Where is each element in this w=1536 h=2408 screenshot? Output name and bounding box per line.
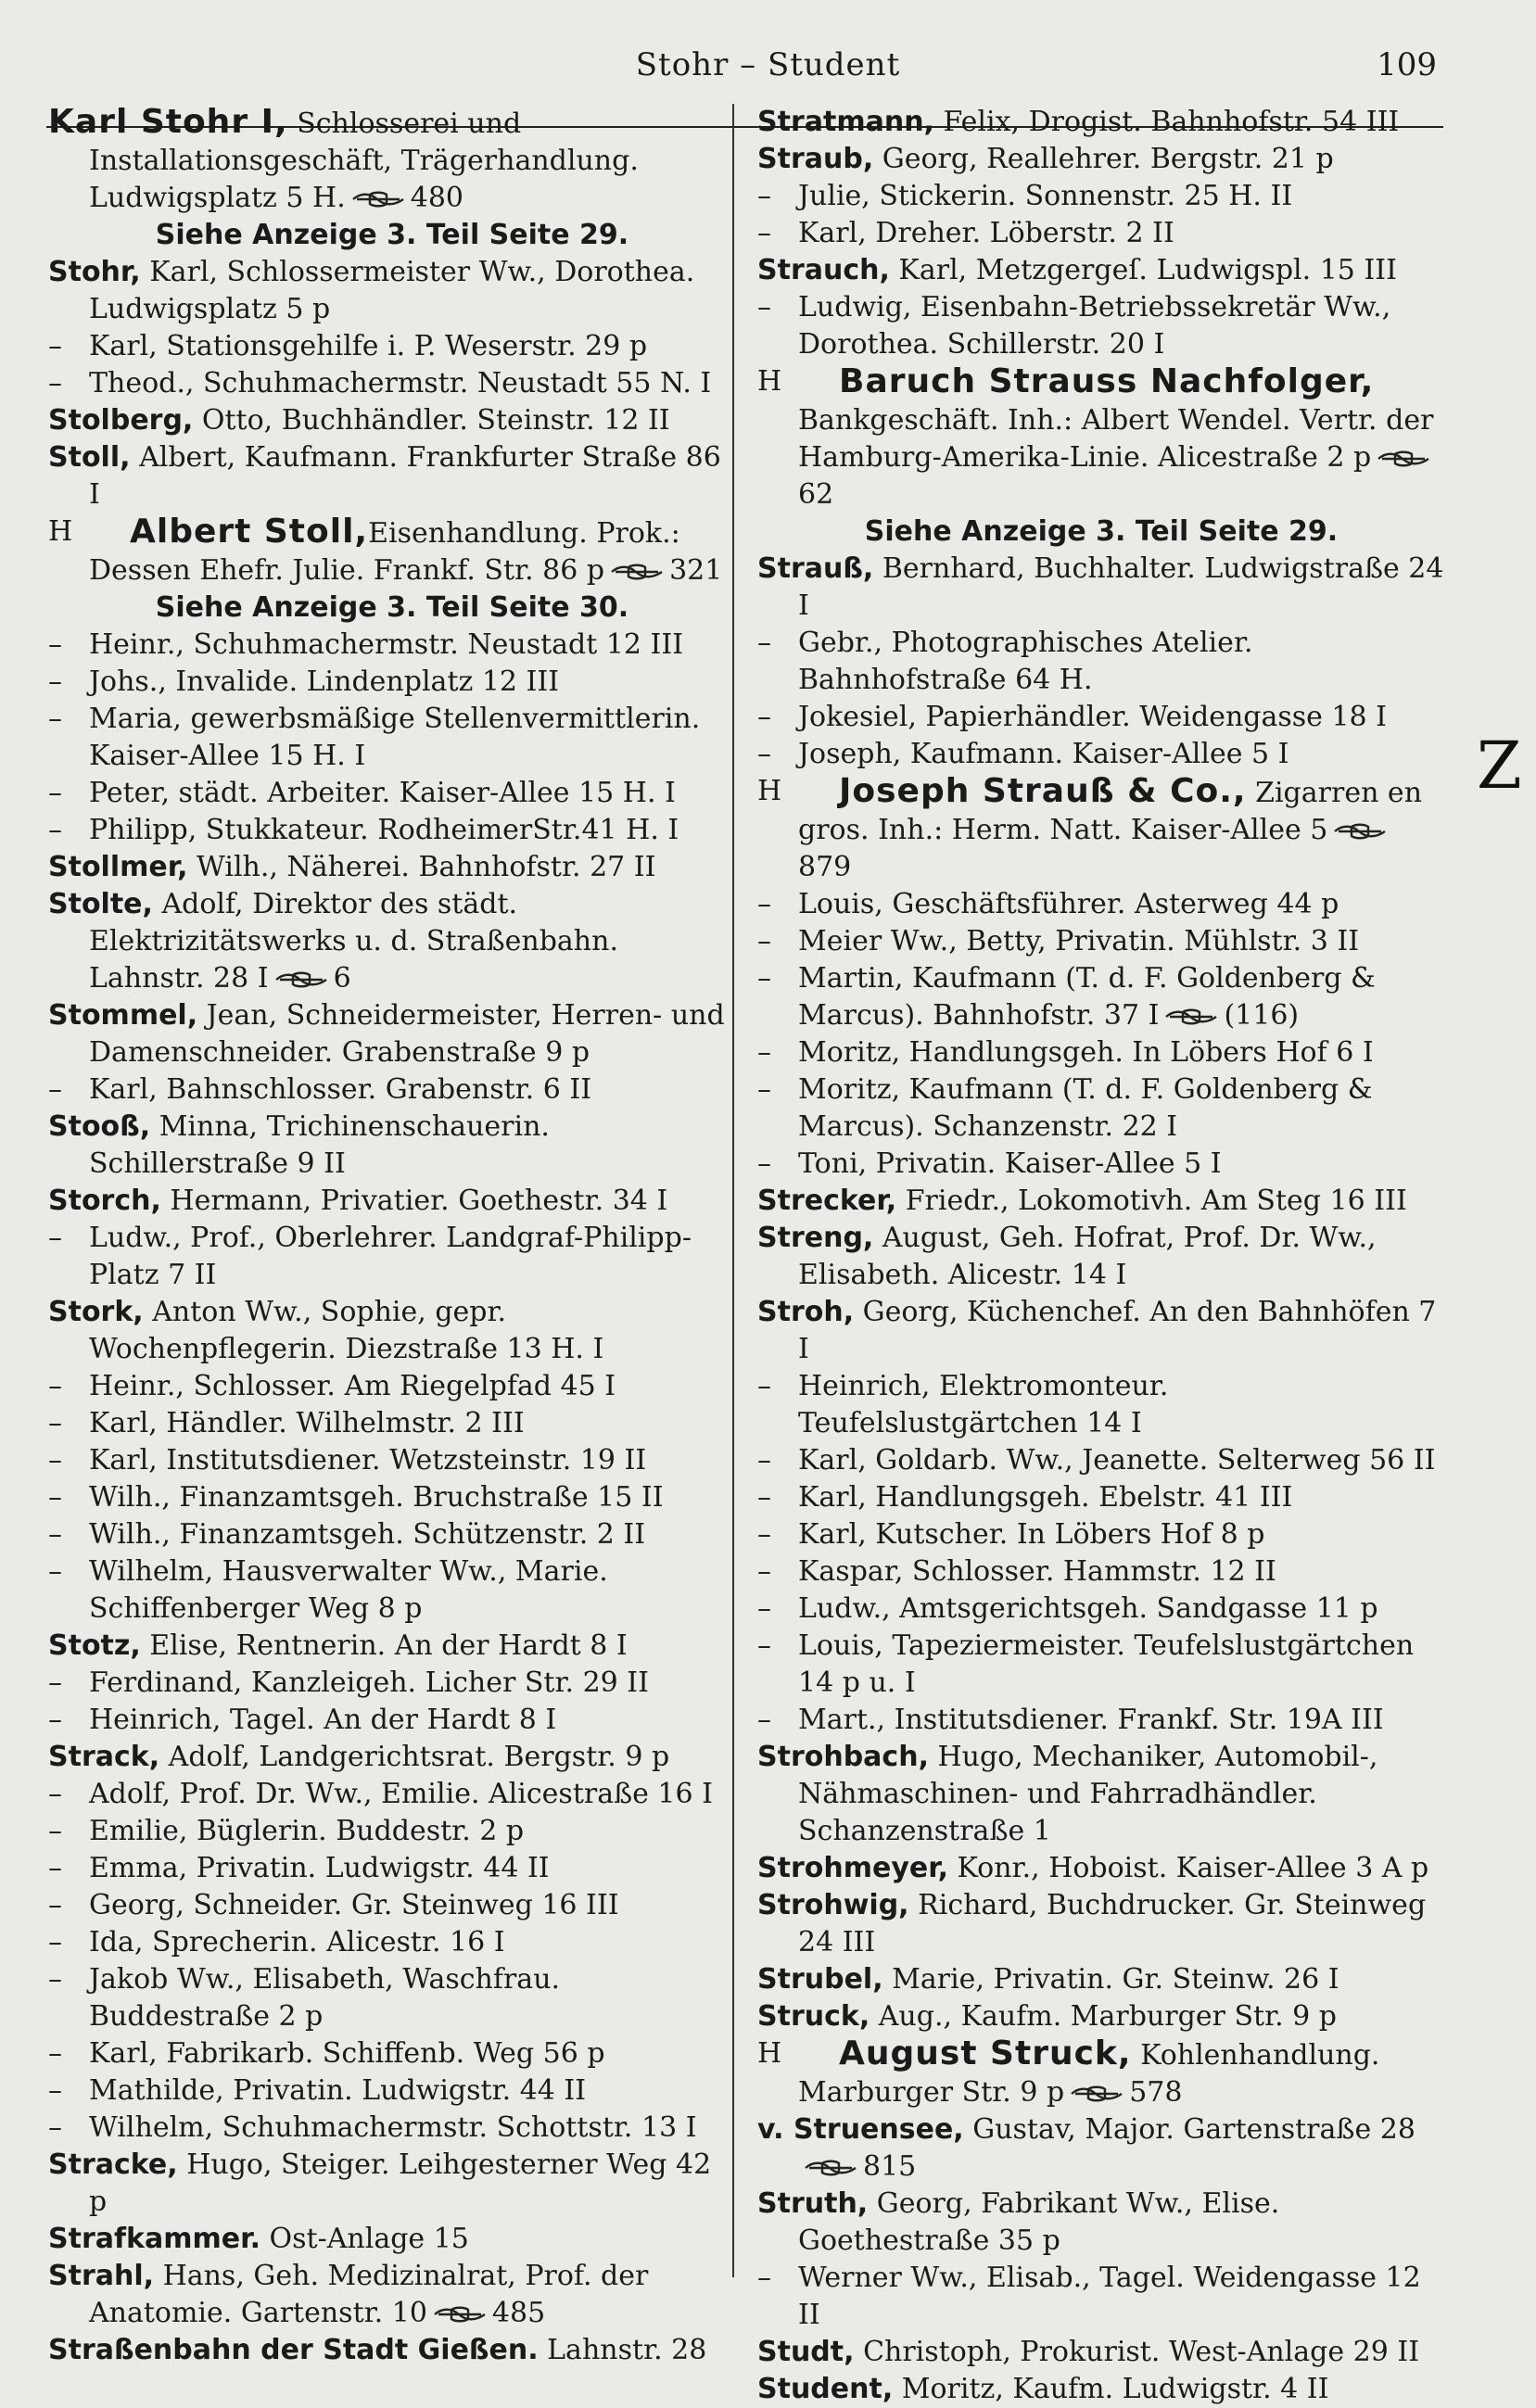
repeat-dash: – [757,291,771,323]
entry-text: Karl, Schlossermeister Ww., Dorothea. Ludwigsplatz 5 p [89,256,695,325]
entry-name: Straub, [757,143,874,175]
sub-entry [48,328,736,365]
repeat-dash: – [757,925,771,957]
entry-text: Kaspar, Schlosser. Hammstr. 12 II [798,1555,1276,1588]
phone-number: 815 [863,2150,917,2183]
entry-text: Moritz, Handlungsgeh. In Löbers Hof 6 I [798,1036,1374,1069]
entry-text: Friedr., Lokomotivh. Am Steg 16 III [896,1185,1407,1217]
entry-name: Strohmeyer, [757,1852,949,1884]
firm-entry-body [798,362,1436,511]
directory-entry [48,1109,736,1183]
directory-entry [757,1850,1445,1887]
phone-number: 6 [333,962,351,995]
entry-text: Maria, gewerbsmäßige Stellenvermittlerin. Kaiser-Allee 15 H. I [89,703,701,772]
firm-entry [48,513,736,589]
phone-number: 321 [669,554,723,587]
entry-name: Stollmer, [48,851,188,883]
directory-entry [757,104,1445,141]
entry-name: Stolte, [48,888,153,920]
directory-entry [757,141,1445,178]
sub-entry [48,812,736,849]
sub-entry [757,178,1445,215]
repeat-dash: – [48,1555,62,1588]
entry-text: Ludwig, Eisenbahn-Betriebssekretär Ww., Dorothea. Schillerstr. 20 I [798,291,1391,361]
entry-name: Stroh, [757,1296,855,1328]
telephone-icon [351,191,405,208]
repeat-dash: – [48,330,62,362]
telephone-icon [610,564,664,580]
repeat-dash: – [48,2111,62,2144]
firm-marker: H [757,2037,782,2070]
entry-text: Theod., Schuhmachermstr. Neustadt 55 N. I [89,367,712,399]
firm-marker: H [757,775,782,807]
repeat-dash: – [757,1147,771,1180]
sub-entry [48,1405,736,1442]
sub-entry [48,1071,736,1109]
phone-number: (116) [1224,999,1300,1032]
entry-name: Stoll, [48,441,131,474]
directory-entry [757,2334,1445,2371]
sub-entry [757,736,1445,773]
entry-text: Richard, Buchdrucker. Gr. Steinweg 24 III [798,1889,1427,1958]
repeat-dash: – [757,962,771,995]
directory-entry [48,2258,736,2332]
directory-entry [48,997,736,1071]
repeat-dash: – [757,627,771,659]
directory-entry [757,1294,1445,1368]
entry-text: Martin, Kaufmann (T. d. F. Goldenberg & Marcus). Bahnhofstr. 37 I [798,962,1376,1032]
repeat-dash: – [757,1592,771,1625]
sub-entry [757,699,1445,736]
entry-name: Baruch Strauss Nachfolger, [839,362,1375,400]
sub-entry [48,1665,736,1702]
telephone-icon [1377,450,1430,467]
entry-text: Ost-Anlage 15 [260,2223,469,2255]
entry-name: v. Struensee, [757,2113,964,2146]
directory-entry [48,402,736,439]
entry-name: Stooß, [48,1110,151,1143]
sub-entry [48,1702,736,1739]
sub-entry [48,1553,736,1628]
entry-text: Johs., Invalide. Lindenplatz 12 III [89,665,560,698]
repeat-dash: – [757,1704,771,1736]
entry-text: August, Geh. Hofrat, Prof. Dr. Ww., Elisabeth. Alicestr. 14 I [798,1222,1377,1291]
entry-text: Karl, Fabrikarb. Schiffenb. Weg 56 p [89,2037,605,2070]
repeat-dash: – [757,1073,771,1106]
entry-text: Karl, Metzgergeſ. Ludwigspl. 15 III [889,254,1397,286]
entry-text: Jokesiel, Papierhändler. Weidengasse 18 I [798,701,1387,733]
sub-entry [48,1220,736,1294]
directory-entry [757,2111,1445,2186]
entry-text: Albert, Kaufmann. Frankfurter Straße 86 I [89,441,721,511]
repeat-dash: – [757,701,771,733]
repeat-dash: – [48,1073,62,1106]
telephone-icon [804,2160,857,2176]
entry-text: Karl, Kutscher. In Löbers Hof 8 p [798,1518,1265,1551]
sub-entry [757,215,1445,252]
entry-text: Lahnstr. 28 [538,2334,707,2366]
entry-name: Stork, [48,1296,144,1328]
sub-entry [757,1071,1445,1146]
entry-text: Ludw., Prof., Oberlehrer. Landgraf-Philipp-Platz 7 II [89,1222,692,1291]
directory-entry [48,1628,736,1665]
repeat-dash: – [48,1815,62,1847]
entry-text: Karl, Bahnschlosser. Grabenstr. 6 II [89,1073,592,1106]
sub-entry [757,923,1445,960]
entry-text: Karl, Goldarb. Ww., Jeanette. Selterweg 56 II [798,1444,1436,1476]
sub-entry [48,627,736,664]
entry-text: Wilhelm, Hausverwalter Ww., Marie. Schiffenberger Weg 8 p [89,1555,608,1625]
entry-text: Heinrich, Tagel. An der Hardt 8 I [89,1704,557,1736]
directory-entry [757,1220,1445,1294]
entry-text: Heinrich, Elektromonteur. Teufelslustgärtchen 14 I [798,1370,1169,1439]
entry-name: Strubel, [757,1963,883,1996]
firm-marker: H [757,365,782,398]
phone-number: 480 [410,182,463,214]
entry-text: Karl, Stationsgehilfe i. P. Weserstr. 29 p [89,330,648,362]
entry-text: Peter, städt. Arbeiter. Kaiser-Allee 15 H. I [89,777,676,809]
entry-text: Hugo, Steiger. Leihgesterner Weg 42 p [89,2148,712,2218]
entry-name: Stotz, [48,1629,141,1662]
repeat-dash: – [48,2074,62,2107]
entry-text: Georg, Schneider. Gr. Steinweg 16 III [89,1889,619,1921]
repeat-dash: – [48,1444,62,1476]
entry-name: Stracke, [48,2148,178,2181]
repeat-dash: – [757,217,771,249]
entry-text: Joseph, Kaufmann. Kaiser-Allee 5 I [798,738,1289,770]
repeat-dash: – [48,703,62,735]
entry-text: Eisenhandlung. Prok.: Dessen Ehefr. Julie. Frankf. Str. 86 p [89,517,680,587]
entry-name: Student, [757,2373,894,2405]
sub-entry [48,1442,736,1479]
entry-text: Kohlenhandlung. Marburger Str. 9 p [798,2039,1380,2109]
repeat-dash: – [757,738,771,770]
sub-entry [48,2035,736,2072]
entry-text: Emma, Privatin. Ludwigstr. 44 II [89,1852,550,1884]
right-column [757,104,1445,2408]
entry-text: Wilhelm, Schuhmachermstr. Schottstr. 13 I [89,2111,697,2144]
entry-text: Adolf, Prof. Dr. Ww., Emilie. Alicestraße 16 I [89,1778,713,1810]
entry-name: Strafkammer. [48,2223,261,2255]
directory-entry [48,1183,736,1220]
sub-entry [48,1961,736,2035]
entry-name: Strack, [48,1741,160,1773]
entry-text: Louis, Geschäftsführer. Asterweg 44 p [798,888,1339,920]
entry-text: Werner Ww., Elisab., Tagel. Weidengasse 12 II [798,2262,1421,2331]
entry-name: August Struck, [839,2034,1132,2072]
sub-entry [48,1776,736,1813]
entry-text: Mathilde, Privatin. Ludwigstr. 44 II [89,2074,587,2107]
entry-text: Jean, Schneidermeister, Herren- und Damenschneider. Grabenstraße 9 p [89,999,725,1069]
entry-text: Karl, Handlungsgeh. Ebelstr. 41 III [798,1481,1293,1514]
entry-text: Heinr., Schlosser. Am Riegelpfad 45 I [89,1370,616,1402]
entry-name: Strauch, [757,254,890,286]
entry-text: Konr., Hoboist. Kaiser-Allee 3 A p [948,1852,1429,1884]
entry-text: Felix, Drogist. Bahnhofstr. 54 III [933,106,1400,138]
entry-name: Studt, [757,2336,855,2368]
entry-text: Zigarren en gros. Inh.: Herm. Natt. Kaiser-Allee 5 [798,777,1423,846]
page-number: 109 [1377,46,1437,83]
entry-text: Adolf, Direktor des städt. Elektrizitätswerks u. d. Straßenbahn. Lahnstr. 28 I [89,888,618,995]
directory-entry [48,886,736,997]
entry-name: Karl Stohr I, [48,103,288,141]
entry-text: Karl, Institutsdiener. Wetzsteinstr. 19 II [89,1444,647,1476]
repeat-dash: – [757,2262,771,2294]
directory-entry [48,2221,736,2258]
firm-entry-body [798,772,1423,883]
repeat-dash: – [48,1222,62,1254]
phone-number: 62 [798,478,834,511]
entry-text: Louis, Tapeziermeister. Teufelslustgärtchen 14 p u. I [798,1629,1415,1699]
telephone-icon [433,2306,487,2323]
entry-name: Streng, [757,1222,874,1254]
entry-text: Moritz, Kaufmann (T. d. F. Goldenberg & Marcus). Schanzenstr. 22 I [798,1073,1373,1143]
directory-entry [48,104,736,217]
sub-entry [48,664,736,701]
phone-number: 578 [1129,2076,1183,2109]
entry-text: Schlosserei und Installationsgeschäft, Trägerhandlung. Ludwigsplatz 5 H. [89,108,639,214]
directory-entry [48,254,736,328]
repeat-dash: – [48,1481,62,1514]
directory-entry [757,252,1445,289]
sub-entry [757,1553,1445,1591]
entry-text: Moritz, Kaufm. Ludwigstr. 4 II [893,2373,1329,2405]
repeat-dash: – [757,1555,771,1588]
entry-name: Joseph Strauß & Co., [839,772,1247,810]
sub-entry [757,960,1445,1034]
repeat-dash: – [48,1667,62,1699]
entry-text: Gustav, Major. Gartenstraße 28 [963,2113,1415,2146]
repeat-dash: – [757,1444,771,1476]
entry-text: Anton Ww., Sophie, gepr. Wochenpflegerin. Diezstraße 13 H. I [89,1296,604,1365]
directory-entry [48,1294,736,1368]
entry-text: Aug., Kaufm. Marburger Str. 9 p [870,2000,1338,2033]
repeat-dash: – [48,665,62,698]
sub-entry [757,1702,1445,1739]
firm-entry [757,363,1445,513]
sub-entry [757,1591,1445,1628]
sub-entry [757,886,1445,923]
entry-text: Julie, Stickerin. Sonnenstr. 25 H. II [798,180,1293,212]
repeat-dash: – [48,1852,62,1884]
directory-entry [757,1183,1445,1220]
sub-entry [48,1887,736,1924]
firm-entry [757,773,1445,886]
repeat-dash: – [757,1036,771,1069]
directory-entry [48,1739,736,1776]
entry-text: Emilie, Büglerin. Buddestr. 2 p [89,1815,525,1847]
entry-text: Minna, Trichinenschauerin. Schillerstraße 9 II [89,1110,550,1180]
entry-text: Karl, Dreher. Löberstr. 2 II [798,217,1174,249]
entry-text: Karl, Händler. Wilhelmstr. 2 III [89,1407,525,1439]
entry-text: Georg, Küchenchef. An den Bahnhöfen 7 I [798,1296,1437,1365]
entry-text: Bankgeschäft. Inh.: Albert Wendel. Vertr. der Hamburg-Amerika-Linie. Alicestraße 2 p [798,404,1434,474]
directory-entry [48,2147,736,2221]
entry-name: Stohr, [48,256,141,288]
entry-text: Mart., Institutsdiener. Frankf. Str. 19A III [798,1704,1384,1736]
phone-number: 485 [491,2297,546,2329]
entry-name: Struth, [757,2187,869,2220]
sub-entry [757,289,1445,363]
entry-name: Strauß, [757,552,874,585]
firm-entry [757,2035,1445,2111]
entry-text: Wilh., Finanzamtsgeh. Bruchstraße 15 II [89,1481,664,1514]
repeat-dash: – [48,2037,62,2070]
entry-text: Hugo, Mechaniker, Automobil-, Nähmaschinen- und Fahrradhändler. Schanzenstraße 1 [798,1741,1378,1847]
directory-entry [757,2186,1445,2260]
entry-text: Bernhard, Buchhalter. Ludwigstraße 24 I [798,552,1444,622]
entry-text: Christoph, Prokurist. West-Anlage 29 II [854,2336,1420,2368]
directory-entry [48,439,736,513]
repeat-dash: – [757,1518,771,1551]
entry-text: Toni, Privatin. Kaiser-Allee 5 I [798,1147,1222,1180]
entry-text: Jakob Ww., Elisabeth, Waschfrau. Buddestraße 2 p [89,1963,561,2033]
telephone-icon [1333,823,1387,840]
entry-text: Elise, Rentnerin. An der Hardt 8 I [140,1629,628,1662]
entry-name: Storch, [48,1185,161,1217]
entry-text: Hermann, Privatier. Goethestr. 34 I [160,1185,668,1217]
entry-name: Stolberg, [48,404,194,437]
repeat-dash: – [757,1629,771,1662]
directory-entry [48,2332,736,2369]
entry-name: Straßenbahn der Stadt Gießen. [48,2334,539,2366]
sub-entry [48,701,736,775]
repeat-dash: – [757,1370,771,1402]
repeat-dash: – [757,1481,771,1514]
repeat-dash: – [48,1889,62,1921]
repeat-dash: – [757,180,771,212]
entry-text: Ida, Sprecherin. Alicestr. 16 I [89,1926,505,1958]
sub-entry [48,1479,736,1516]
sub-entry [48,2072,736,2110]
directory-entry [757,1961,1445,1998]
repeat-dash: – [48,1963,62,1996]
entry-text: Hans, Geh. Medizinalrat, Prof. der Anatomie. Gartenstr. 10 [89,2260,649,2329]
advertisement-reference: Siehe Anzeige 3. Teil Seite 30. [155,591,629,624]
telephone-icon [1070,2085,1123,2102]
entry-name: Stratmann, [757,106,934,138]
entry-text: Gebr., Photographisches Atelier. Bahnhofstraße 64 H. [798,627,1253,696]
entry-text: Georg, Fabrikant Ww., Elise. Goethestraße 35 p [798,2187,1280,2257]
entry-text: Adolf, Landgerichtsrat. Bergstr. 9 p [159,1741,670,1773]
entry-name: Struck, [757,2000,870,2033]
entry-text: Heinr., Schuhmachermstr. Neustadt 12 III [89,628,684,661]
firm-marker: H [48,515,73,548]
telephone-icon [1164,1008,1218,1025]
sub-entry [48,2110,736,2147]
entry-name: Strahl, [48,2260,155,2292]
repeat-dash: – [48,1370,62,1402]
sub-entry [757,625,1445,699]
repeat-dash: – [48,1704,62,1736]
column-divider [732,104,734,2277]
sub-entry [757,1368,1445,1442]
pen-mark: Z [1477,728,1522,804]
repeat-dash: – [48,777,62,809]
telephone-icon [274,971,328,988]
entry-text: Meier Ww., Betty, Privatin. Mühlstr. 3 II [798,925,1360,957]
entry-name: Strohbach, [757,1741,929,1773]
phone-number: 879 [798,851,852,883]
entry-text: Ludw., Amtsgerichtsgeh. Sandgasse 11 p [798,1592,1378,1625]
entry-text: Wilh., Näherei. Bahnhofstr. 27 II [187,851,656,883]
repeat-dash: – [48,1778,62,1810]
entry-name: Strohwig, [757,1889,909,1921]
sub-entry [48,1850,736,1887]
sub-entry [757,1442,1445,1479]
repeat-dash: – [48,628,62,661]
left-column [48,104,736,2369]
firm-entry-body [89,513,723,587]
sub-entry [757,2260,1445,2334]
entry-text: Wilh., Finanzamtsgeh. Schützenstr. 2 II [89,1518,646,1551]
repeat-dash: – [48,1926,62,1958]
entry-name: Strecker, [757,1185,897,1217]
sub-entry [757,1628,1445,1702]
entry-name: Albert Stoll, [130,513,369,551]
sub-entry [48,1813,736,1850]
repeat-dash: – [48,814,62,846]
sub-entry [48,1516,736,1553]
sub-entry [48,365,736,402]
entry-text: Marie, Privatin. Gr. Steinw. 26 I [882,1963,1339,1996]
entry-text: Georg, Reallehrer. Bergstr. 21 p [873,143,1334,175]
directory-entry [757,551,1445,625]
entry-text: Philipp, Stukkateur. RodheimerStr.41 H. I [89,814,679,846]
repeat-dash: – [48,1407,62,1439]
repeat-dash: – [48,1518,62,1551]
directory-entry [757,1887,1445,1961]
sub-entry [757,1516,1445,1553]
sub-entry [48,1368,736,1405]
entry-text: Ferdinand, Kanzleigeh. Licher Str. 29 II [89,1667,649,1699]
running-title: Stohr – Student [635,46,901,83]
directory-entry [757,2371,1445,2408]
repeat-dash: – [757,888,771,920]
advertisement-reference: Siehe Anzeige 3. Teil Seite 29. [155,219,629,251]
repeat-dash: – [48,367,62,399]
entry-name: Stommel, [48,999,198,1032]
directory-entry [757,1739,1445,1850]
entry-text: Otto, Buchhändler. Steinstr. 12 II [193,404,670,437]
sub-entry [757,1034,1445,1071]
directory-entry [757,1998,1445,2035]
sub-entry [48,1924,736,1961]
advertisement-reference: Siehe Anzeige 3. Teil Seite 29. [864,515,1339,548]
sub-entry [757,1479,1445,1516]
sub-entry [48,775,736,812]
directory-entry [48,849,736,886]
firm-entry-body [798,2034,1380,2109]
page-header [0,37,1536,93]
sub-entry [757,1146,1445,1183]
